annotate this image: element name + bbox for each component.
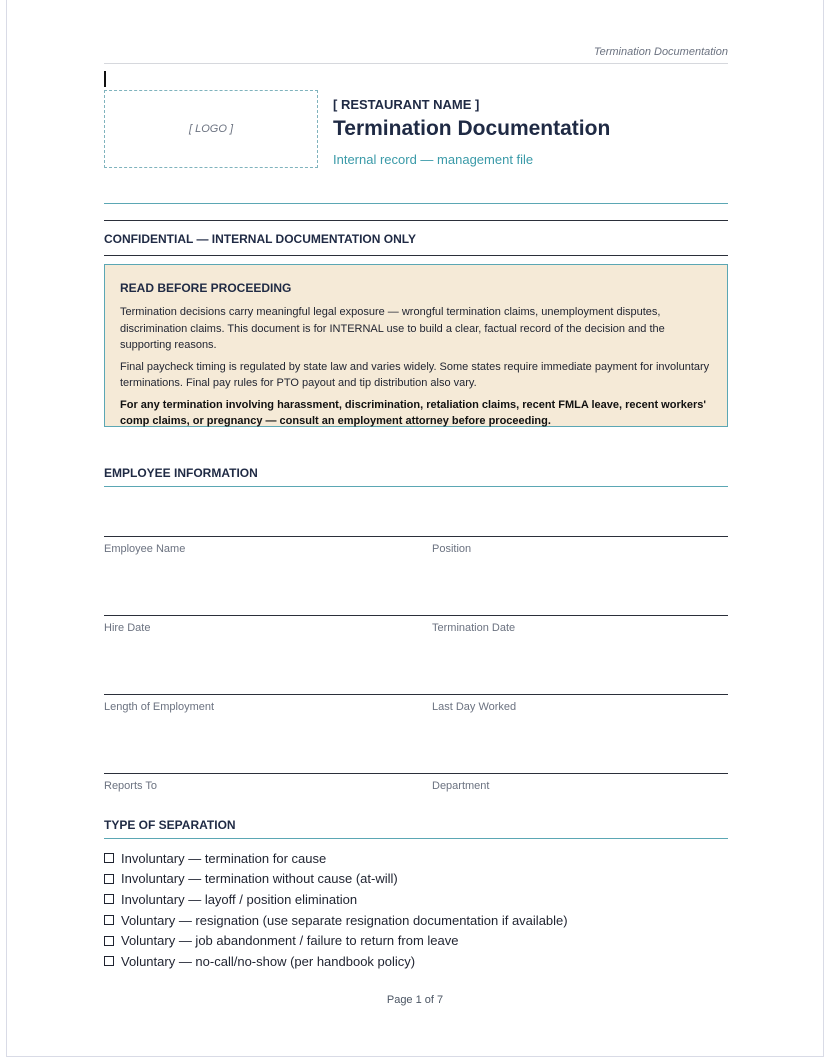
checkbox[interactable] <box>104 874 114 884</box>
confidential-bottom-rule <box>104 255 728 256</box>
text-cursor <box>104 71 106 87</box>
length-of-employment-label: Length of Employment <box>104 701 215 713</box>
restaurant-name[interactable]: [ RESTAURANT NAME ] <box>333 97 480 112</box>
field-line[interactable] <box>104 536 728 537</box>
checkbox[interactable] <box>104 853 114 863</box>
checkbox[interactable] <box>104 915 114 925</box>
header-divider <box>104 203 728 204</box>
document-page <box>6 0 824 1057</box>
checklist-item-label: Voluntary — job abandonment / failure to return from leave <box>121 933 459 949</box>
checkbox[interactable] <box>104 936 114 946</box>
separation-type-heading: TYPE OF SEPARATION <box>104 818 728 839</box>
checklist-item-label: Involuntary — termination for cause <box>121 850 327 866</box>
logo-placeholder-text: [ LOGO ] <box>188 123 233 135</box>
page-title: Termination Documentation <box>333 117 611 140</box>
checklist-item[interactable] <box>104 910 568 931</box>
checklist-item-label: Voluntary — resignation (use separate resignation documentation if available) <box>121 912 568 928</box>
notice-warning: For any termination involving harassment, discrimination, retaliation claims, recent FMLA leave, recent workers' comp claims, or pregnancy — consult an employment attorney before proceeding. <box>120 398 706 427</box>
checklist-item[interactable] <box>104 889 568 910</box>
department-label: Department <box>432 780 490 792</box>
separation-checklist <box>104 848 568 972</box>
position-label: Position <box>432 543 472 555</box>
running-header: Termination Documentation <box>104 46 728 64</box>
last-day-worked-label: Last Day Worked <box>432 701 517 713</box>
confidential-banner: CONFIDENTIAL — INTERNAL DOCUMENTATION ONLY <box>104 232 416 246</box>
checklist-item-label: Involuntary — layoff / position elimination <box>121 891 358 907</box>
notice-heading: READ BEFORE PROCEEDING <box>120 281 292 295</box>
reports-to-label: Reports To <box>104 780 157 792</box>
checklist-item[interactable] <box>104 930 568 951</box>
checklist-item[interactable] <box>104 951 568 972</box>
checkbox[interactable] <box>104 956 114 966</box>
confidential-top-rule <box>104 220 728 221</box>
notice-paragraph: Termination decisions carry meaningful legal exposure — wrongful termination claims, unemployment disputes, discrimination claims. This document is for INTERNAL use to build a clear, factual record of the decision and the supporting reasons. <box>120 306 665 351</box>
hire-date-label: Hire Date <box>104 622 151 634</box>
employee-info-heading: EMPLOYEE INFORMATION <box>104 466 728 487</box>
legal-notice-box <box>104 264 728 427</box>
checklist-item-label: Voluntary — no-call/no-show (per handbook policy) <box>121 953 416 969</box>
termination-date-label: Termination Date <box>432 622 516 634</box>
employee-name-label: Employee Name <box>104 543 186 555</box>
logo-placeholder[interactable] <box>104 90 318 168</box>
notice-paragraph: Final paycheck timing is regulated by state law and varies widely. Some states require immediate payment for involuntary terminations. Final pay rules for PTO payout and tip distribution also vary. <box>120 360 710 389</box>
page-number: Page 1 of 7 <box>386 994 444 1006</box>
field-line[interactable] <box>104 773 728 774</box>
field-line[interactable] <box>104 615 728 616</box>
checklist-item-label: Involuntary — termination without cause (at-will) <box>121 871 398 887</box>
checklist-item[interactable] <box>104 869 568 890</box>
checkbox[interactable] <box>104 894 114 904</box>
checklist-item[interactable] <box>104 848 568 869</box>
field-line[interactable] <box>104 694 728 695</box>
page-subtitle: Internal record — management file <box>333 152 534 167</box>
